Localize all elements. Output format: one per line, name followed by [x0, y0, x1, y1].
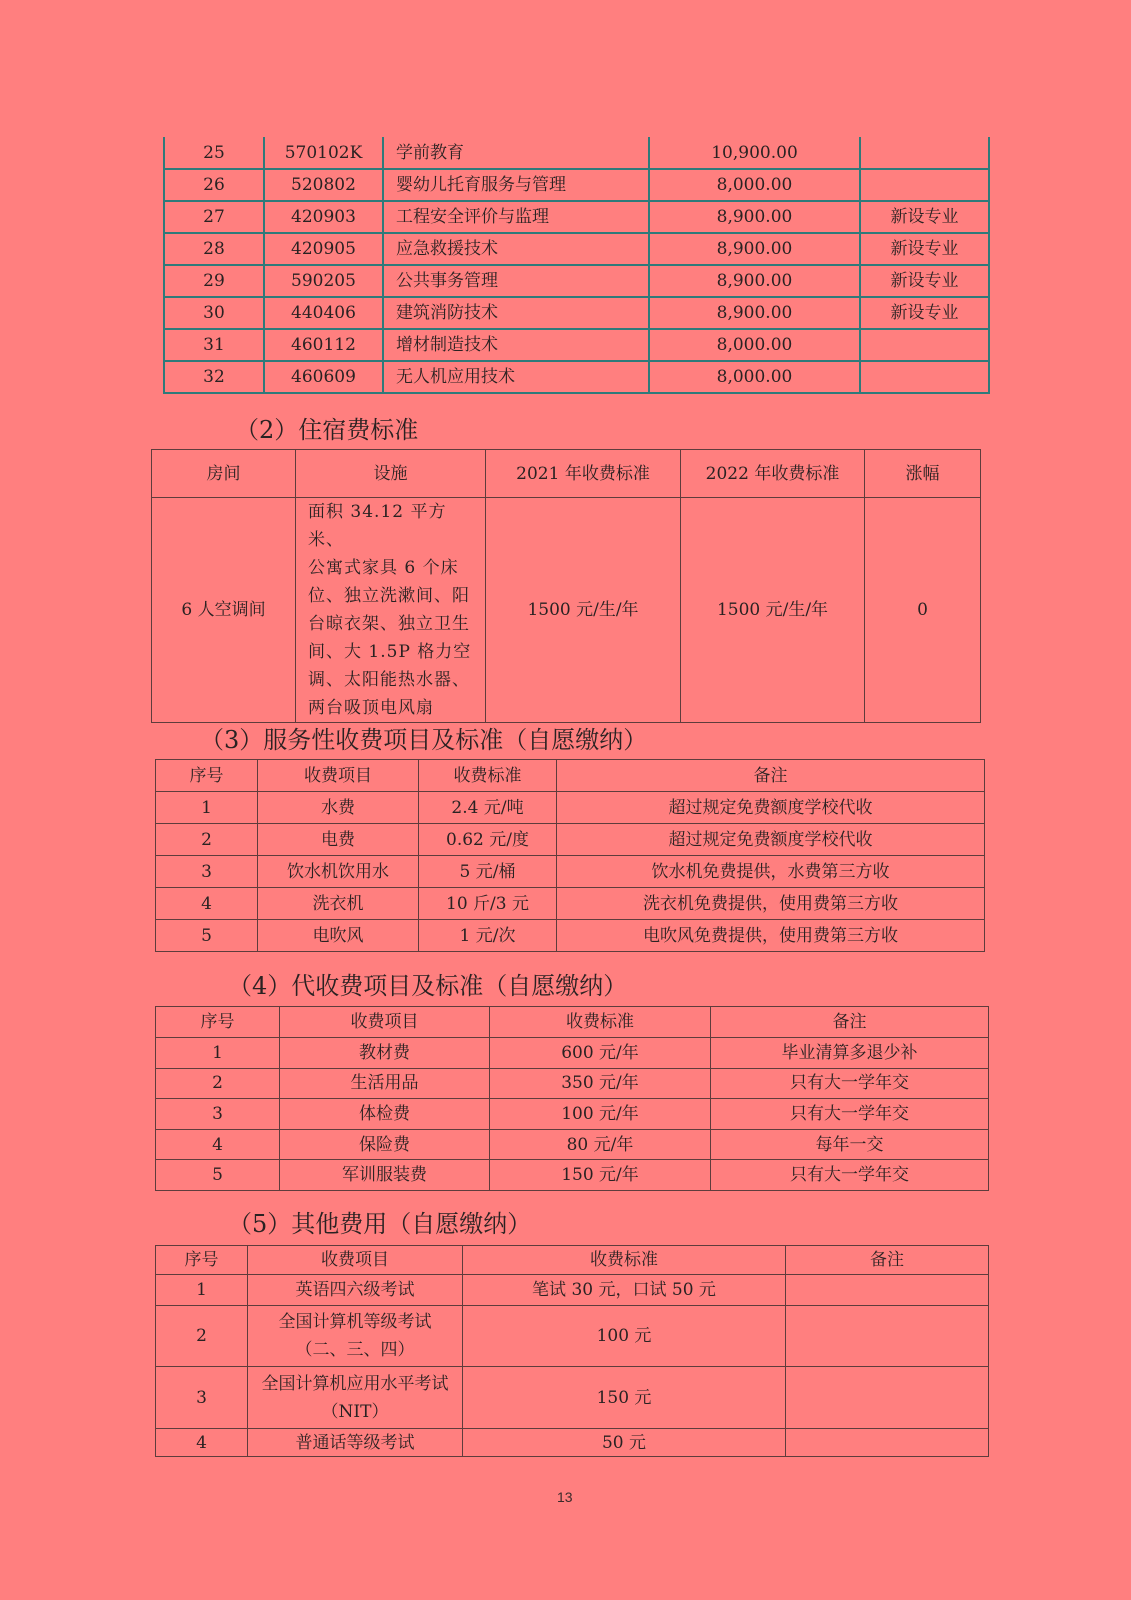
fee-standard: 1 元/次 [419, 920, 557, 952]
row-number: 2 [156, 824, 258, 856]
fee-item: 英语四六级考试 [248, 1275, 463, 1306]
header-increase: 涨幅 [865, 450, 981, 498]
table-row [164, 361, 989, 393]
note: 只有大一学年交 [711, 1099, 989, 1130]
service-fee-table [155, 759, 985, 952]
note: 只有大一学年交 [711, 1068, 989, 1099]
table-row [164, 329, 989, 361]
facility-line: 公寓式家具 6 个床 [308, 558, 459, 578]
fee-2021: 1500 元/生/年 [486, 498, 681, 723]
collected-fee-table [155, 1006, 989, 1191]
row-number: 5 [156, 1160, 280, 1191]
tuition-fee: 8,900.00 [649, 201, 860, 233]
table-row [152, 498, 981, 723]
fee-standard: 5 元/桶 [419, 856, 557, 888]
table-row [164, 233, 989, 265]
header-note: 备注 [786, 1246, 989, 1275]
table-row [164, 201, 989, 233]
header-standard: 收费标准 [463, 1246, 786, 1275]
lodging-table [151, 449, 981, 723]
row-number: 3 [156, 1099, 280, 1130]
fee-item: 教材费 [280, 1038, 490, 1069]
row-number: 3 [156, 856, 258, 888]
table-header-row [156, 1246, 989, 1275]
note [786, 1429, 989, 1457]
facility-line: 两台吸顶电风扇 [308, 698, 434, 718]
fee-item: 保险费 [280, 1129, 490, 1160]
header-number: 序号 [156, 1246, 248, 1275]
row-number: 4 [156, 1429, 248, 1457]
major-code: 570102K [264, 137, 383, 169]
note: 新设专业 [860, 265, 989, 297]
row-number: 30 [164, 297, 264, 329]
major-name: 公共事务管理 [383, 265, 649, 297]
fee-standard: 100 元/年 [490, 1099, 711, 1130]
table-row [164, 169, 989, 201]
note: 每年一交 [711, 1129, 989, 1160]
fee-2022: 1500 元/生/年 [681, 498, 865, 723]
header-note: 备注 [711, 1007, 989, 1038]
row-number: 2 [156, 1068, 280, 1099]
row-number: 28 [164, 233, 264, 265]
fee-item: 全国计算机等级考试（二、三、四） [248, 1306, 463, 1367]
tuition-fee: 8,000.00 [649, 169, 860, 201]
header-number: 序号 [156, 760, 258, 792]
facility-line: 面积 34.12 平方米、 [308, 502, 447, 550]
header-fee-2021: 2021 年收费标准 [486, 450, 681, 498]
note: 电吹风免费提供，使用费第三方收 [557, 920, 985, 952]
table-row [156, 1160, 989, 1191]
header-note: 备注 [557, 760, 985, 792]
table-row [156, 1367, 989, 1429]
tuition-fee: 10,900.00 [649, 137, 860, 169]
major-name: 增材制造技术 [383, 329, 649, 361]
fee-standard: 50 元 [463, 1429, 786, 1457]
note: 新设专业 [860, 201, 989, 233]
facility-line: 位、独立洗漱间、阳 [308, 586, 470, 606]
row-number: 1 [156, 1038, 280, 1069]
tuition-fee: 8,000.00 [649, 329, 860, 361]
fee-standard: 0.62 元/度 [419, 824, 557, 856]
row-number: 4 [156, 888, 258, 920]
fee-standard: 600 元/年 [490, 1038, 711, 1069]
fee-standard: 150 元 [463, 1367, 786, 1429]
major-name: 工程安全评价与监理 [383, 201, 649, 233]
major-code: 440406 [264, 297, 383, 329]
row-number: 27 [164, 201, 264, 233]
major-code: 460609 [264, 361, 383, 393]
lodging-heading: （2）住宿费标准 [235, 416, 419, 444]
note [860, 137, 989, 169]
major-code: 520802 [264, 169, 383, 201]
tuition-table [163, 137, 990, 394]
facility-line: 调、太阳能热水器、 [308, 670, 470, 690]
major-code: 590205 [264, 265, 383, 297]
note [860, 329, 989, 361]
facilities [296, 498, 486, 723]
table-header-row [156, 1007, 989, 1038]
note: 饮水机免费提供，水费第三方收 [557, 856, 985, 888]
table-row [156, 920, 985, 952]
fee-item: 电费 [258, 824, 419, 856]
major-code: 420903 [264, 201, 383, 233]
row-number: 2 [156, 1306, 248, 1367]
fee-item: 军训服装费 [280, 1160, 490, 1191]
tuition-fee: 8,900.00 [649, 265, 860, 297]
row-number: 32 [164, 361, 264, 393]
major-code: 420905 [264, 233, 383, 265]
header-item: 收费项目 [280, 1007, 490, 1038]
note: 超过规定免费额度学校代收 [557, 824, 985, 856]
other-heading: （5）其他费用（自愿缴纳） [228, 1210, 532, 1238]
note [786, 1275, 989, 1306]
tuition-fee: 8,900.00 [649, 233, 860, 265]
fee-standard: 笔试 30 元，口试 50 元 [463, 1275, 786, 1306]
note: 洗衣机免费提供，使用费第三方收 [557, 888, 985, 920]
room-type: 6 人空调间 [152, 498, 296, 723]
fee-standard: 350 元/年 [490, 1068, 711, 1099]
table-row [156, 792, 985, 824]
fee-item: 生活用品 [280, 1068, 490, 1099]
row-number: 31 [164, 329, 264, 361]
table-row [156, 888, 985, 920]
note [786, 1306, 989, 1367]
row-number: 1 [156, 1275, 248, 1306]
header-facilities: 设施 [296, 450, 486, 498]
note [786, 1367, 989, 1429]
table-row [164, 137, 989, 169]
note: 超过规定免费额度学校代收 [557, 792, 985, 824]
collected-heading: （4）代收费项目及标准（自愿缴纳） [228, 972, 628, 1000]
header-standard: 收费标准 [490, 1007, 711, 1038]
fee-standard: 2.4 元/吨 [419, 792, 557, 824]
table-row [156, 824, 985, 856]
table-header-row [152, 450, 981, 498]
fee-item: 饮水机饮用水 [258, 856, 419, 888]
note: 新设专业 [860, 233, 989, 265]
fee-standard: 150 元/年 [490, 1160, 711, 1191]
table-row [156, 1129, 989, 1160]
header-number: 序号 [156, 1007, 280, 1038]
row-number: 3 [156, 1367, 248, 1429]
row-number: 25 [164, 137, 264, 169]
header-item: 收费项目 [248, 1246, 463, 1275]
fee-standard: 100 元 [463, 1306, 786, 1367]
table-header-row [156, 760, 985, 792]
table-row [164, 297, 989, 329]
facility-line: 间、大 1.5P 格力空 [308, 642, 472, 662]
fee-item: 普通话等级考试 [248, 1429, 463, 1457]
header-standard: 收费标准 [419, 760, 557, 792]
service-heading: （3）服务性收费项目及标准（自愿缴纳） [200, 726, 648, 754]
table-row [156, 1068, 989, 1099]
fee-item: 水费 [258, 792, 419, 824]
fee-standard: 80 元/年 [490, 1129, 711, 1160]
header-fee-2022: 2022 年收费标准 [681, 450, 865, 498]
fee-item: 全国计算机应用水平考试（NIT） [248, 1367, 463, 1429]
tuition-fee: 8,900.00 [649, 297, 860, 329]
major-name: 应急救援技术 [383, 233, 649, 265]
row-number: 5 [156, 920, 258, 952]
note: 只有大一学年交 [711, 1160, 989, 1191]
facility-line: 台晾衣架、独立卫生 [308, 614, 470, 634]
major-name: 学前教育 [383, 137, 649, 169]
major-code: 460112 [264, 329, 383, 361]
note [860, 169, 989, 201]
row-number: 26 [164, 169, 264, 201]
other-fee-table [155, 1245, 989, 1457]
fee-item: 体检费 [280, 1099, 490, 1130]
fee-item: 洗衣机 [258, 888, 419, 920]
major-name: 建筑消防技术 [383, 297, 649, 329]
table-row [156, 1099, 989, 1130]
table-row [156, 1038, 989, 1069]
table-row [156, 1275, 989, 1306]
fee-standard: 10 斤/3 元 [419, 888, 557, 920]
row-number: 29 [164, 265, 264, 297]
note [860, 361, 989, 393]
table-row [156, 1306, 989, 1367]
row-number: 4 [156, 1129, 280, 1160]
table-row [156, 856, 985, 888]
page-number: 13 [557, 1489, 573, 1505]
header-item: 收费项目 [258, 760, 419, 792]
increase: 0 [865, 498, 981, 723]
note: 新设专业 [860, 297, 989, 329]
table-row [164, 265, 989, 297]
tuition-fee: 8,000.00 [649, 361, 860, 393]
major-name: 婴幼儿托育服务与管理 [383, 169, 649, 201]
note: 毕业清算多退少补 [711, 1038, 989, 1069]
header-room: 房间 [152, 450, 296, 498]
fee-item: 电吹风 [258, 920, 419, 952]
major-name: 无人机应用技术 [383, 361, 649, 393]
table-row [156, 1429, 989, 1457]
row-number: 1 [156, 792, 258, 824]
